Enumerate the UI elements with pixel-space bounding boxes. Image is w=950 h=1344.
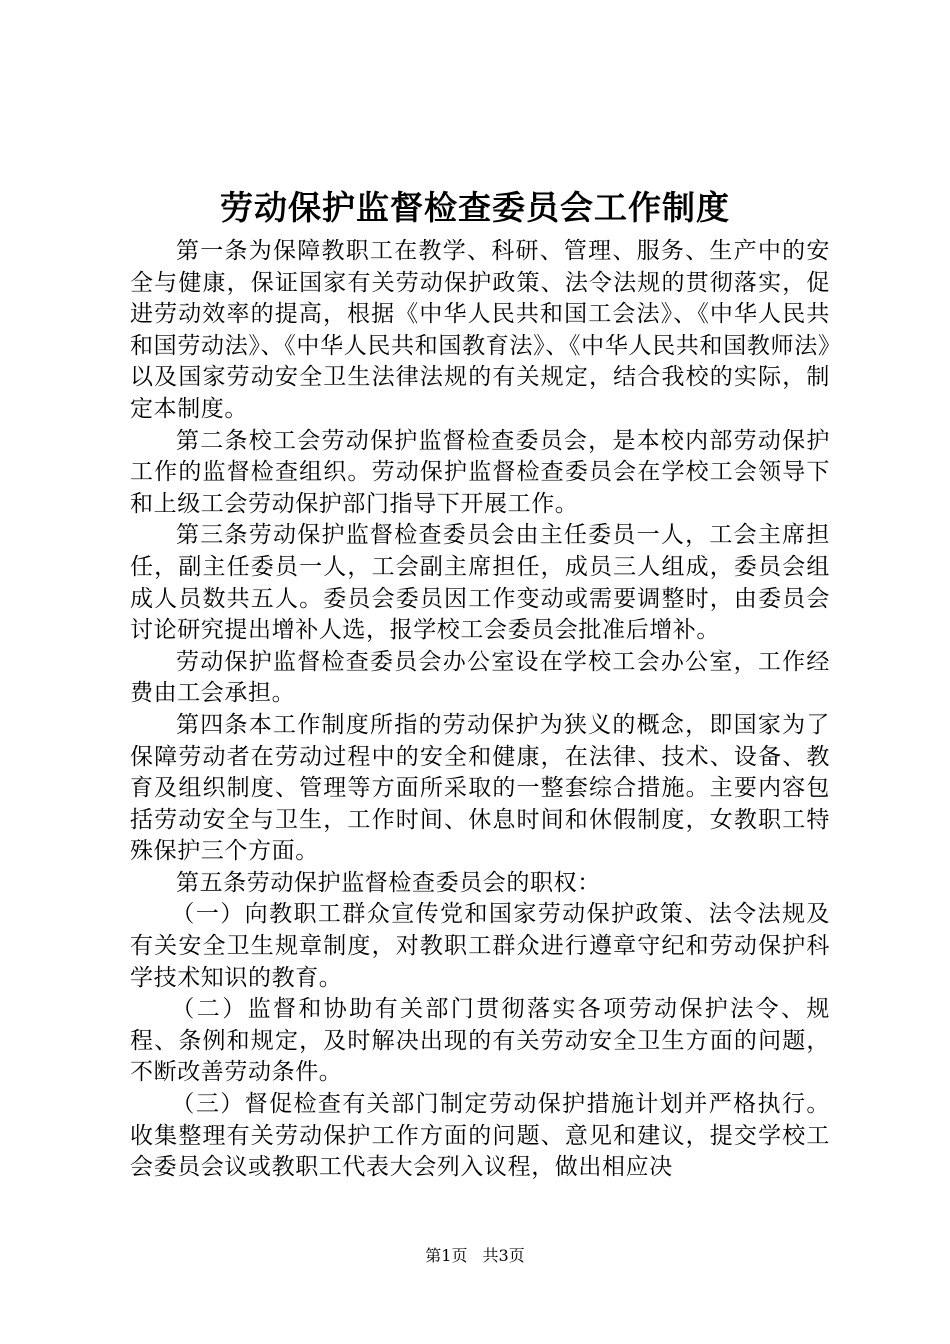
paragraph-article-2: 第二条校工会劳动保护监督检查委员会，是本校内部劳动保护工作的监督检查组织。劳动保护监督检查委员会在学校工会领导下和上级工会劳动保护部门指导下开展工作。 [130, 427, 830, 517]
paragraph-article-5: 第五条劳动保护监督检查委员会的职权： [176, 869, 601, 896]
paragraph-article-1: 第一条为保障教职工在教学、科研、管理、服务、生产中的安全与健康，保证国家有关劳动保护政策、法令法规的贯彻落实，促进劳动效率的提高，根据《中华人民共和国工会法》、《中华人民共和国劳动法》、《中华人民共和国教育法》、《中华人民共和国教师法》以及国家劳动安全卫生法律法规的有关规定，结合我校的实际，制定本制度。 [130, 238, 830, 422]
paragraph-office: 劳动保护监督检查委员会办公室设在学校工会办公室，工作经费由工会承担。 [130, 648, 830, 707]
document-body [130, 236, 830, 1184]
paragraph-article-3: 第三条劳动保护监督检查委员会由主任委员一人，工会主席担任，副主任委员一人，工会副主席担任，成员三人组成，委员会组成人员数共五人。委员会委员因工作变动或需要调整时，由委员会讨论研究提出增补人选，报学校工会委员会批准后增补。 [130, 522, 830, 644]
paragraph-article-4: 第四条本工作制度所指的劳动保护为狭义的概念，即国家为了保障劳动者在劳动过程中的安全和健康，在法律、技术、设备、教育及组织制度、管理等方面所采取的一整套综合措施。主要内容包括劳动安全与卫生，工作时间、休息时间和休假制度，女教职工特殊保护三个方面。 [130, 711, 830, 865]
document-title: 劳动保护监督检查委员会工作制度 [220, 188, 730, 227]
paragraph-item-3: （三）督促检查有关部门制定劳动保护措施计划并严格执行。收集整理有关劳动保护工作方面的问题、意见和建议，提交学校工会委员会议或教职工代表大会列入议程，做出相应决 [130, 1091, 830, 1181]
page-number: 第1页 [425, 1246, 468, 1265]
page-total: 共3页 [482, 1246, 525, 1265]
paragraph-item-1: （一）向教职工群众宣传党和国家劳动保护政策、法令法规及有关安全卫生规章制度，对教职工群众进行遵章守纪和劳动保护科学技术知识的教育。 [130, 901, 830, 991]
paragraph-item-2: （二）监督和协助有关部门贯彻落实各项劳动保护法令、规程、条例和规定，及时解决出现的有关劳动安全卫生方面的问题，不断改善劳动条件。 [130, 996, 830, 1086]
page-footer [0, 1246, 950, 1266]
